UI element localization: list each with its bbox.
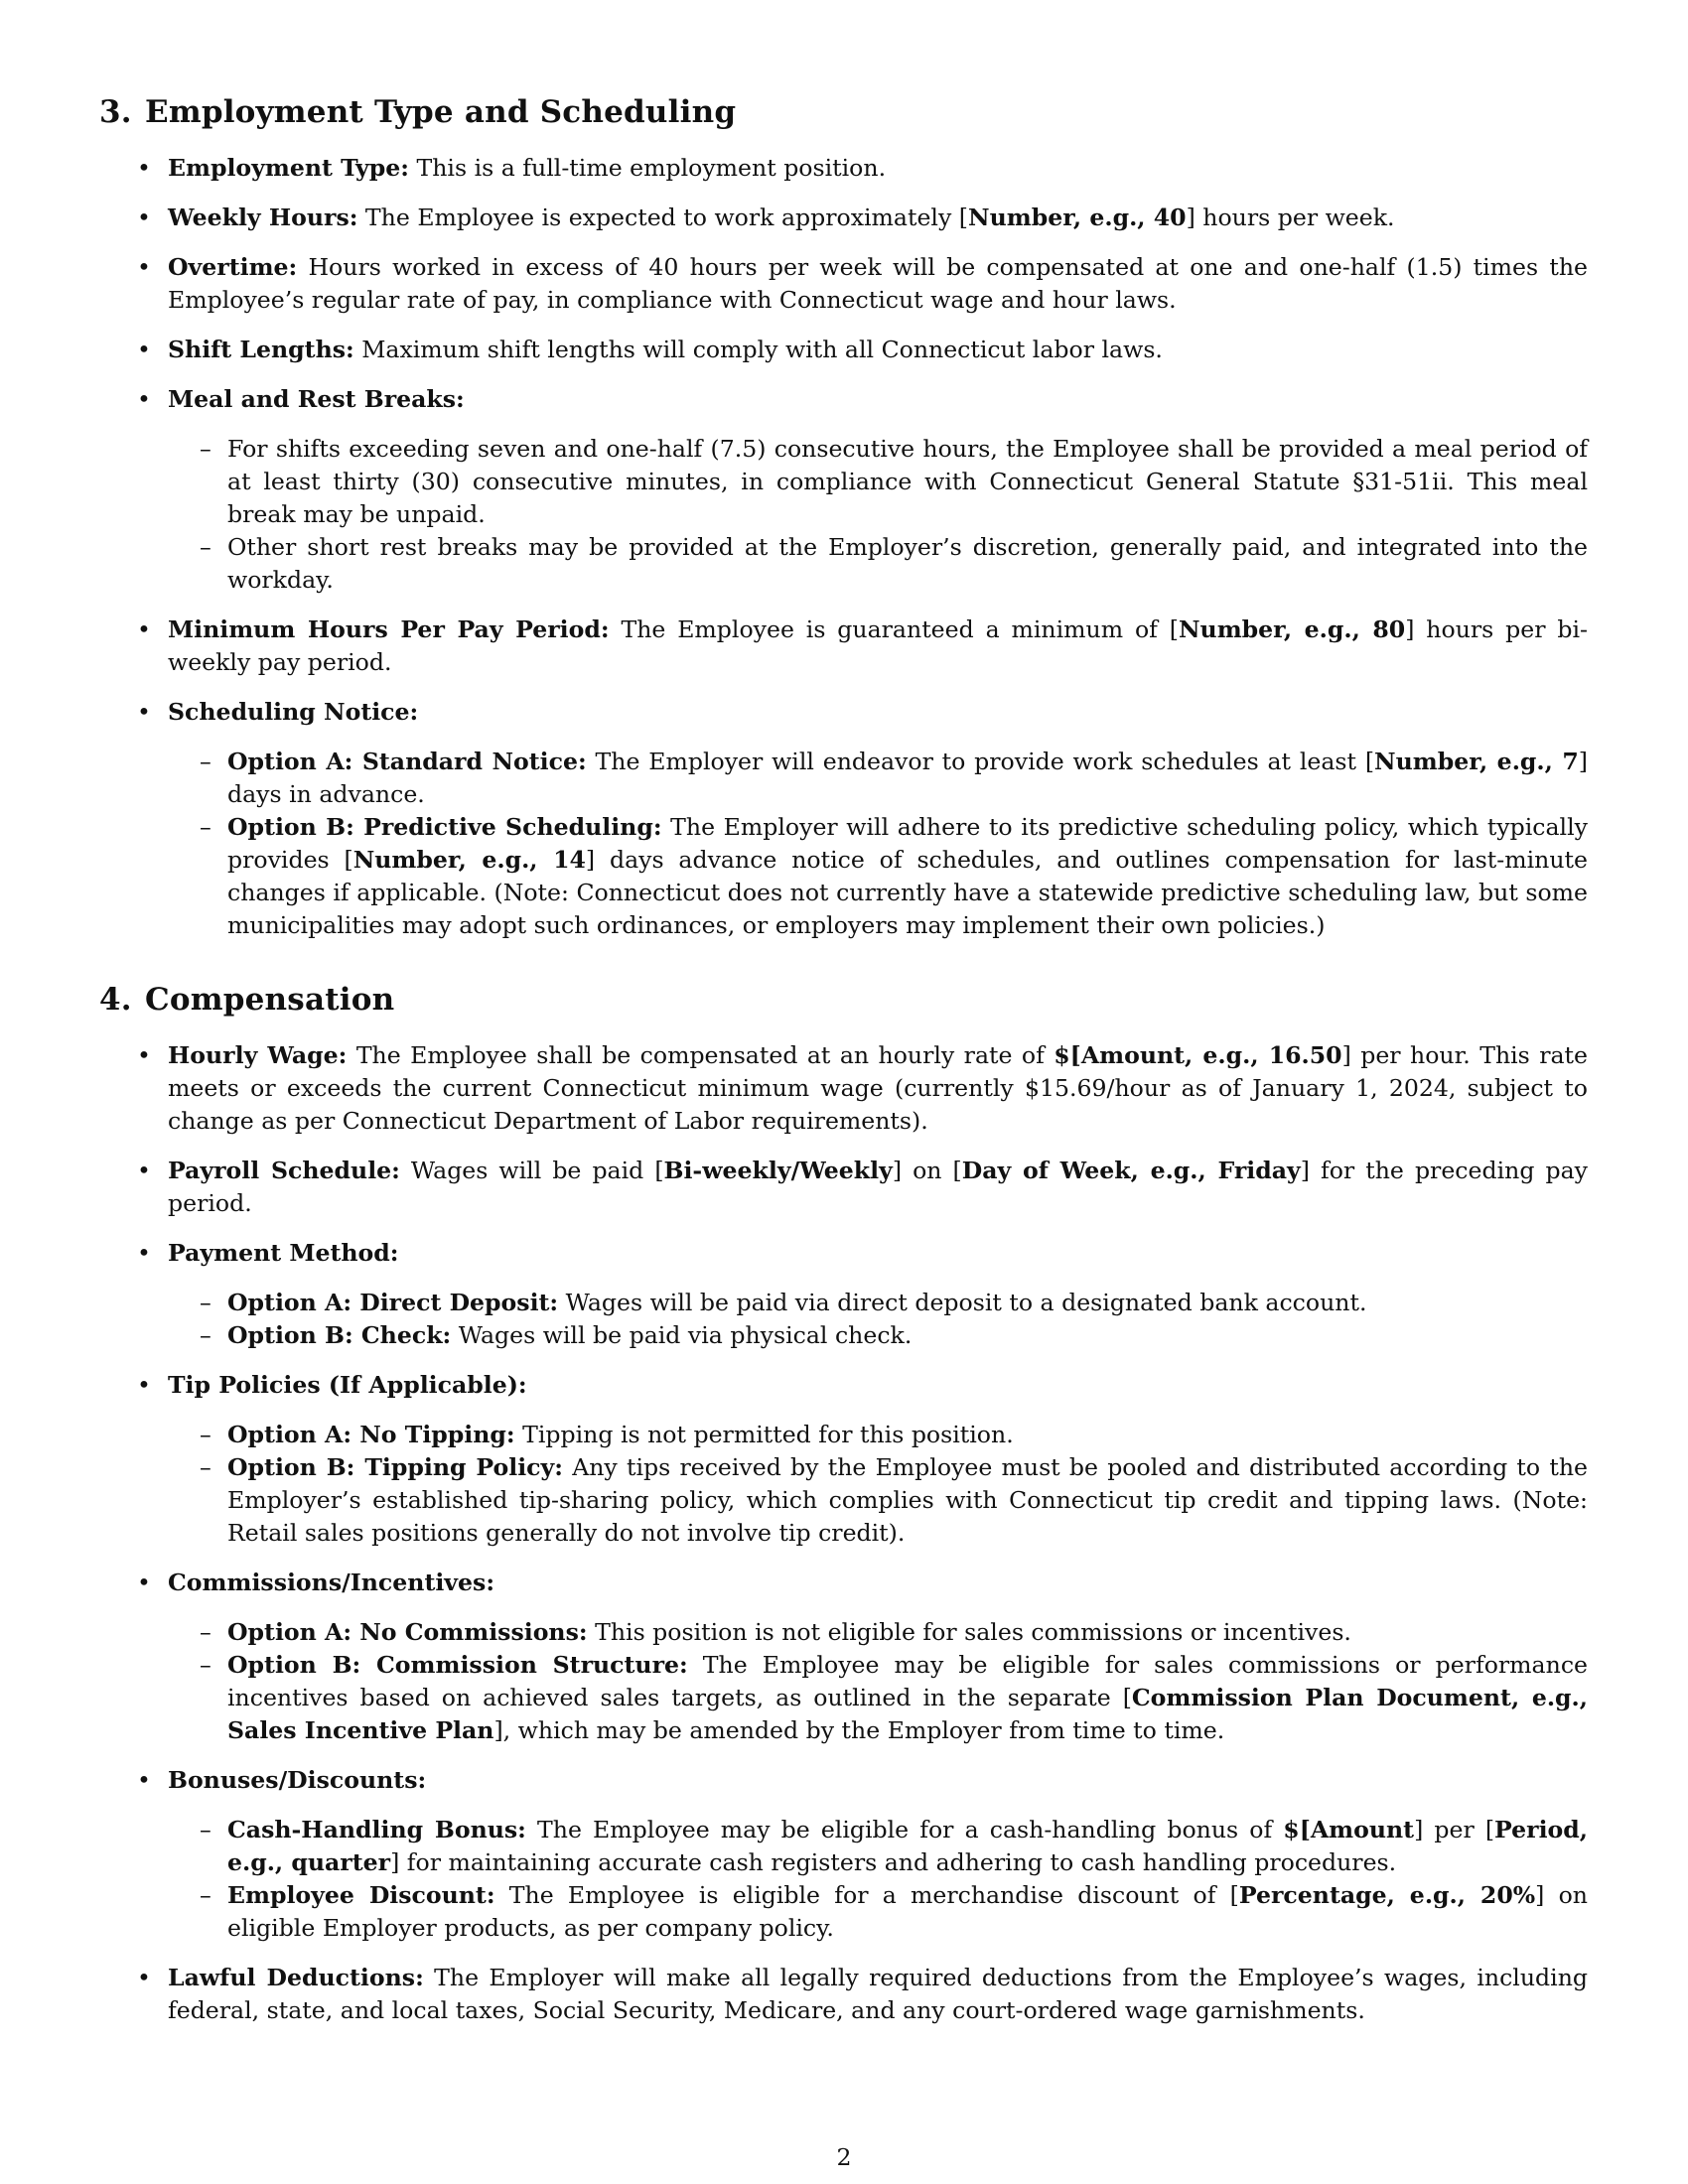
placeholder-field: Number, e.g., 7 (1374, 748, 1579, 775)
option-label: Option A: Direct Deposit: (227, 1289, 559, 1316)
item-text: This is a full-time employment position. (409, 154, 887, 182)
sub-item (168, 1616, 1588, 1649)
list-item-scheduling-notice (99, 696, 1588, 942)
item-text: The Employee shall be compensated at an hourly rate of (347, 1041, 1055, 1069)
item-label: Tip Policies (If Applicable): (168, 1371, 527, 1399)
section-number: 3. (99, 94, 132, 130)
item-text: Wages will be paid via direct deposit to a designated bank account. (558, 1289, 1367, 1316)
item-text: The Employee is eligible for a merchandise discount of [ (494, 1881, 1239, 1909)
bullet-list (99, 152, 1589, 942)
list-item-payroll-schedule (99, 1155, 1588, 1220)
placeholder-field: $[Amount (1283, 1816, 1415, 1843)
item-text: ] days in advance. (227, 748, 1588, 808)
list-item-payment-method (99, 1237, 1588, 1352)
item-text: The Employer will endeavor to provide work schedules at least [ (586, 748, 1375, 775)
placeholder-field: Number, e.g., 14 (352, 846, 586, 874)
item-label: Scheduling Notice: (168, 698, 419, 726)
item-label: Minimum Hours Per Pay Period: (168, 615, 610, 643)
placeholder-field: Commission Plan Document, e.g., Sales Incentive Plan (227, 1684, 1588, 1744)
sub-list (168, 746, 1588, 942)
item-label: Payroll Schedule: (168, 1157, 400, 1184)
sub-item (168, 1879, 1588, 1945)
placeholder-field: $[Amount, e.g., 16.50 (1054, 1041, 1342, 1069)
item-label: Overtime: (168, 253, 298, 281)
section-title: Employment Type and Scheduling (145, 94, 737, 130)
placeholder-field: Bi-weekly/Weekly (663, 1157, 893, 1184)
item-text: ] on [ (892, 1157, 962, 1184)
item-text: ] for maintaining accurate cash registers and adhering to cash handling procedures. (390, 1848, 1397, 1876)
placeholder-field: Period, e.g., quarter (227, 1816, 1588, 1876)
option-label: Option B: Tipping Policy: (227, 1453, 563, 1481)
item-text: The Employee may be eligible for sales commissions or performance incentives based on achieved sales targets, as outlined in the separate [ (227, 1651, 1588, 1711)
option-label: Option A: No Tipping: (227, 1421, 515, 1448)
list-item-employment-type (99, 152, 1588, 185)
sub-item (168, 746, 1588, 811)
option-label: Option B: Commission Structure: (227, 1651, 688, 1679)
item-text: ] hours per bi-weekly pay period. (168, 615, 1588, 676)
item-label: Meal and Rest Breaks: (168, 385, 465, 413)
sub-list (168, 433, 1588, 597)
item-label: Lawful Deductions: (168, 1964, 424, 1991)
placeholder-field: Number, e.g., 40 (968, 204, 1187, 231)
option-label: Cash-Handling Bonus: (227, 1816, 526, 1843)
list-item-bonuses (99, 1764, 1588, 1945)
list-item-deductions (99, 1962, 1588, 2027)
sub-list (168, 1419, 1588, 1550)
list-item-hourly-wage (99, 1039, 1588, 1138)
item-text: The Employer will adhere to its predictive scheduling policy, which typically provides [ (227, 813, 1588, 874)
sub-item (168, 1649, 1588, 1747)
placeholder-field: Number, e.g., 80 (1178, 615, 1406, 643)
item-text: Tipping is not permitted for this position. (514, 1421, 1014, 1448)
item-text: The Employee may be eligible for a cash-handling bonus of (525, 1816, 1284, 1843)
bullet-list (99, 1039, 1589, 2027)
sub-item (168, 1814, 1588, 1879)
option-label: Employee Discount: (227, 1881, 495, 1909)
item-label: Commissions/Incentives: (168, 1569, 495, 1596)
page-number: 2 (836, 2143, 852, 2171)
list-item-weekly-hours (99, 202, 1588, 234)
section-heading (99, 92, 1589, 132)
item-label: Shift Lengths: (168, 336, 354, 363)
item-label: Employment Type: (168, 154, 409, 182)
item-text: The Employee is expected to work approximately [ (357, 204, 969, 231)
option-label: Option B: Predictive Scheduling: (227, 813, 662, 841)
item-label: Payment Method: (168, 1239, 399, 1267)
section-number: 4. (99, 982, 132, 1018)
list-item-meal-breaks (99, 383, 1588, 597)
item-text: Wages will be paid via physical check. (451, 1321, 913, 1349)
option-label: Option A: No Commissions: (227, 1618, 588, 1646)
sub-item (168, 811, 1588, 942)
sub-item (168, 1419, 1588, 1451)
section-compensation (99, 980, 1589, 2044)
list-item-minimum-hours (99, 614, 1588, 679)
item-text: ] per [ (1414, 1816, 1495, 1843)
item-text: ] days advance notice of schedules, and outlines compensation for last-minute changes if applicable. (Note: Connecticut does not currently have a statewide predictive scheduling law, but some municipalities may adopt such ordinances, or employers may implement their own policies.) (227, 846, 1588, 939)
sub-list (168, 1616, 1588, 1747)
item-label: Weekly Hours: (168, 204, 358, 231)
section-heading (99, 980, 1589, 1020)
placeholder-field: Day of Week, e.g., Friday (961, 1157, 1301, 1184)
sub-item (168, 1319, 1588, 1352)
list-item-shift-lengths (99, 334, 1588, 366)
item-label: Bonuses/Discounts: (168, 1766, 427, 1794)
sub-list (168, 1814, 1588, 1945)
item-text: Maximum shift lengths will comply with all Connecticut labor laws. (353, 336, 1163, 363)
placeholder-field: Percentage, e.g., 20% (1238, 1881, 1536, 1909)
item-text: ], which may be amended by the Employer from time to time. (493, 1716, 1225, 1744)
item-text: ] per hour. This rate meets or exceeds the current Connecticut minimum wage (currently $15.69/hour as of January 1, 2024, subject to change as per Connecticut Department of Labor requirements). (168, 1041, 1589, 1135)
sub-item (168, 1451, 1588, 1550)
list-item-commissions (99, 1567, 1588, 1747)
item-text: Any tips received by the Employee must be pooled and distributed according to the Employer’s established tip-sharing policy, which complies with Connecticut tip credit and tipping laws. (Note: Retail sales positions generally do not involve tip credit). (227, 1453, 1588, 1547)
item-text: The Employee is guaranteed a minimum of [ (609, 615, 1179, 643)
sub-item: – Other short rest breaks may be provided at the Employer’s discretion, generally paid, and integrated into the workday. (168, 531, 1588, 597)
sub-item: – For shifts exceeding seven and one-half (7.5) consecutive hours, the Employee shall be provided a meal period of at least thirty (30) consecutive minutes, in compliance with Connecticut General Statute §31-51ii. This meal break may be unpaid. (168, 433, 1588, 531)
sub-item (168, 1287, 1588, 1319)
section-employment-type (99, 92, 1589, 959)
item-text: The Employer will make all legally required deductions from the Employee’s wages, including federal, state, and local taxes, Social Security, Medicare, and any court-ordered wage garnishments. (168, 1964, 1588, 2024)
section-title: Compensation (145, 982, 395, 1018)
sub-list (168, 1287, 1588, 1352)
item-text: This position is not eligible for sales commissions or incentives. (587, 1618, 1351, 1646)
item-label: Hourly Wage: (168, 1041, 348, 1069)
list-item-tip-policies (99, 1369, 1588, 1550)
list-item-overtime (99, 251, 1588, 317)
option-label: Option B: Check: (227, 1321, 452, 1349)
item-text: ] on eligible Employer products, as per company policy. (227, 1881, 1588, 1942)
item-text: ] for the preceding pay period. (168, 1157, 1588, 1217)
item-text: ] hours per week. (1186, 204, 1395, 231)
item-text: Wages will be paid [ (399, 1157, 664, 1184)
option-label: Option A: Standard Notice: (227, 748, 587, 775)
item-text: Hours worked in excess of 40 hours per week will be compensated at one and one-half (1.5) times the Employee’s regular rate of pay, in compliance with Connecticut wage and hour laws. (168, 253, 1588, 314)
